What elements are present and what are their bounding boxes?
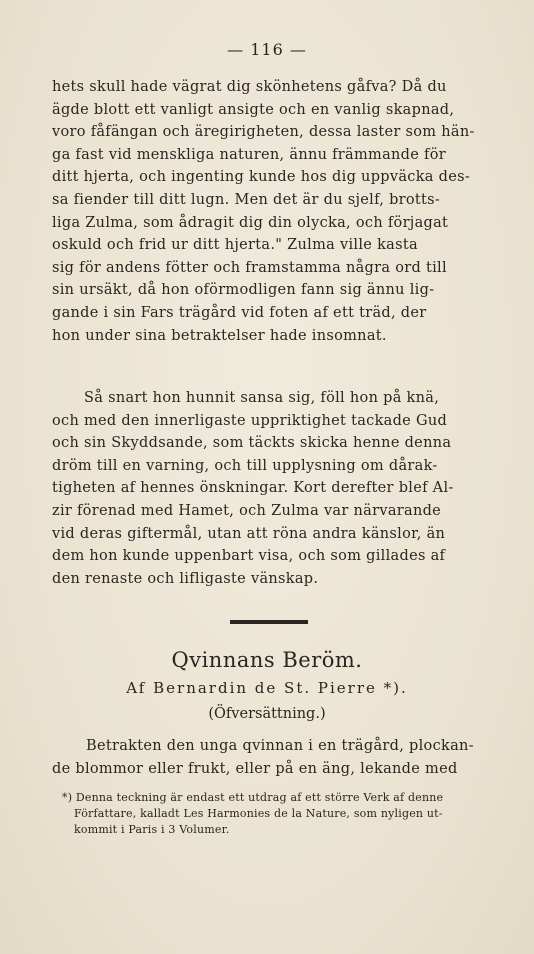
text-line: vid deras giftermål, utan att röna andra känslor, än bbox=[52, 525, 446, 542]
text-line: Betrakten den unga qvinnan i en trägård, plockan- bbox=[86, 738, 474, 754]
text-line: hets skull hade vägrat dig skönhetens gåfva? Då du bbox=[52, 79, 447, 95]
text-line: ga fast vid menskliga naturen, ännu främmande för bbox=[52, 146, 446, 163]
article-subtitle: (Öfversättning.) bbox=[208, 706, 326, 722]
article-title: Qvinnans Beröm. bbox=[171, 648, 363, 672]
text-line: zir förenad med Hamet, och Zulma var närvarande bbox=[52, 502, 442, 519]
paragraph-2 bbox=[52, 387, 494, 590]
paragraph-3 bbox=[52, 735, 494, 780]
text-line: och med den innerligaste uppriktighet tackade Gud bbox=[52, 412, 448, 429]
text-line: den renaste och lifligaste vänskap. bbox=[52, 570, 319, 587]
text-line: liga Zulma, som ådragit dig din olycka, och förjagat bbox=[52, 214, 449, 231]
footnote-line: Författare, kalladt Les Harmonies de la Nature, som nyligen ut- bbox=[74, 807, 443, 820]
text-line: ägde blott ett vanligt ansigte och en vanlig skapnad, bbox=[52, 101, 455, 118]
article-byline: Af Bernardin de St. Pierre *). bbox=[126, 679, 408, 697]
text-line: gande i sin Fars trägård vid foten af ett träd, der bbox=[52, 304, 427, 321]
section-divider bbox=[230, 620, 308, 624]
footnote bbox=[62, 790, 494, 838]
text-line: oskuld och frid ur ditt hjerta." Zulma ville kasta bbox=[52, 237, 418, 254]
text-line: dem hon kunde uppenbart visa, och som gillades af bbox=[52, 548, 446, 565]
text-line: hon under sina betraktelser hade insomnat. bbox=[52, 327, 387, 344]
text-line: tigheten af hennes önskningar. Kort derefter blef Al- bbox=[52, 480, 454, 497]
footnote-line: kommit i Paris i 3 Volumer. bbox=[74, 823, 230, 836]
text-line: sig för andens fötter och framstamma några ord till bbox=[52, 259, 447, 276]
text-line: dröm till en varning, och till upplysning om dårak- bbox=[52, 457, 438, 474]
text-line: sa fiender till ditt lugn. Men det är du sjelf, brotts- bbox=[52, 191, 441, 208]
paragraph-1 bbox=[52, 76, 494, 347]
footnote-line: *) Denna teckning är endast ett utdrag af ett större Verk af denne bbox=[62, 791, 444, 804]
text-line: sin ursäkt, då hon oförmodligen fann sig ännu lig- bbox=[52, 282, 435, 299]
text-line: voro fåfängan och äregirigheten, dessa laster som hän- bbox=[52, 124, 475, 141]
text-line: ditt hjerta, och ingenting kunde hos dig uppväcka des- bbox=[52, 169, 471, 186]
text-line: och sin Skyddsande, som täckts skicka henne denna bbox=[52, 435, 452, 452]
text-line: Så snart hon hunnit sansa sig, föll hon på knä, bbox=[84, 390, 440, 406]
text-line: de blommor eller frukt, eller på en äng, lekande med bbox=[52, 760, 458, 777]
page-number-header: — 116 — bbox=[227, 40, 307, 59]
